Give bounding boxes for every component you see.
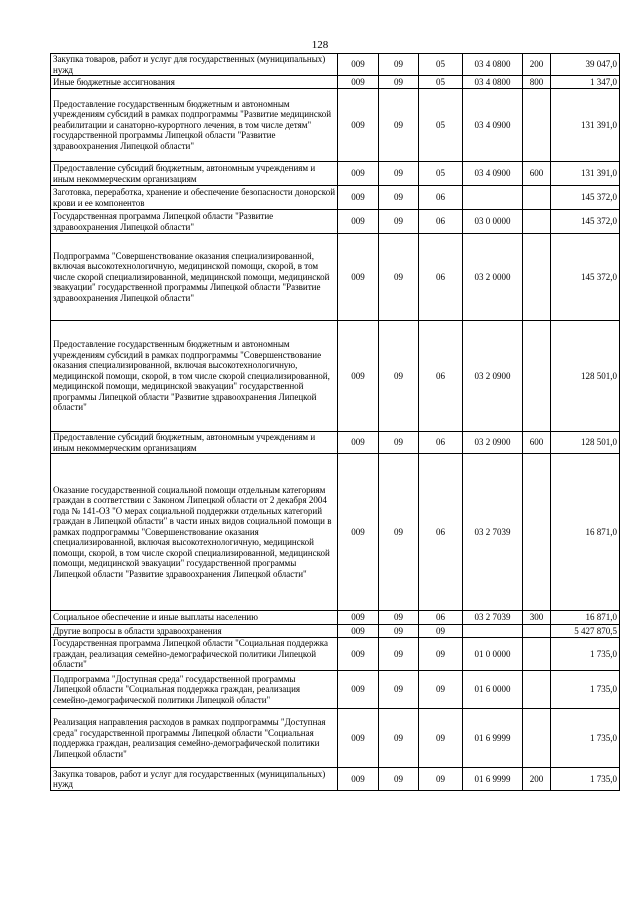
ministry-code-cell: 009 (338, 768, 379, 791)
expense-type-cell (523, 638, 551, 671)
ministry-code-cell: 009 (338, 432, 379, 454)
target-article-cell: 03 0 0000 (463, 210, 523, 234)
subsection-code-cell: 06 (419, 234, 463, 321)
target-article-cell: 03 2 7039 (463, 611, 523, 625)
ministry-code-cell: 009 (338, 709, 379, 768)
expense-name-cell: Предоставление субсидий бюджетным, автономным учреждениям и иным некоммерческим организациям (51, 432, 338, 454)
expense-type-cell (523, 709, 551, 768)
subsection-code-cell: 06 (419, 611, 463, 625)
amount-cell: 145 372,0 (551, 186, 620, 210)
ministry-code-cell: 009 (338, 454, 379, 611)
expense-type-cell: 600 (523, 162, 551, 186)
table-row (51, 768, 620, 791)
section-code-cell: 09 (379, 671, 419, 709)
expense-type-cell: 200 (523, 54, 551, 76)
section-code-cell: 09 (379, 768, 419, 791)
table-row (51, 671, 620, 709)
table-row (51, 709, 620, 768)
expense-name-cell: Закупка товаров, работ и услуг для государственных (муниципальных) нужд (51, 54, 338, 76)
expense-type-cell: 200 (523, 768, 551, 791)
target-article-cell: 01 6 0000 (463, 671, 523, 709)
section-code-cell: 09 (379, 454, 419, 611)
section-code-cell: 09 (379, 625, 419, 638)
table-row (51, 611, 620, 625)
table-row (51, 234, 620, 321)
subsection-code-cell: 09 (419, 638, 463, 671)
target-article-cell: 01 6 9999 (463, 768, 523, 791)
table-row (51, 162, 620, 186)
ministry-code-cell: 009 (338, 234, 379, 321)
subsection-code-cell: 05 (419, 89, 463, 162)
subsection-code-cell: 09 (419, 625, 463, 638)
expense-type-cell (523, 186, 551, 210)
ministry-code-cell: 009 (338, 76, 379, 89)
amount-cell: 1 735,0 (551, 671, 620, 709)
section-code-cell: 09 (379, 162, 419, 186)
page-number: 128 (311, 39, 329, 51)
expense-name-cell: Государственная программа Липецкой области "Социальная поддержка граждан, реализация семейно-демографической политики Липецкой области" (51, 638, 338, 671)
expense-name-cell: Подпрограмма "Совершенствование оказания специализированной, включая высокотехнологичную, медицинской помощи, скорой, в том числе скорой специализированной, медицинской помощи, медицинской эвакуации" государственной программы Липецкой области "Развитие здравоохранения Липецкой области" (51, 234, 338, 321)
expense-name-cell: Предоставление субсидий бюджетным, автономным учреждениям и иным некоммерческим организациям (51, 162, 338, 186)
amount-cell: 1 735,0 (551, 638, 620, 671)
subsection-code-cell: 06 (419, 454, 463, 611)
target-article-cell: 03 4 0900 (463, 162, 523, 186)
budget-table (50, 53, 620, 791)
ministry-code-cell: 009 (338, 638, 379, 671)
target-article-cell (463, 625, 523, 638)
expense-type-cell: 300 (523, 611, 551, 625)
expense-type-cell: 600 (523, 432, 551, 454)
expense-type-cell (523, 89, 551, 162)
section-code-cell: 09 (379, 186, 419, 210)
ministry-code-cell: 009 (338, 625, 379, 638)
expense-type-cell (523, 454, 551, 611)
target-article-cell: 03 2 7039 (463, 454, 523, 611)
budget-table-body (51, 54, 620, 791)
subsection-code-cell: 06 (419, 432, 463, 454)
expense-type-cell (523, 321, 551, 432)
ministry-code-cell: 009 (338, 671, 379, 709)
expense-name-cell: Оказание государственной социальной помощи отдельным категориям граждан в соответствии с Законом Липецкой области от 2 декабря 2004 года № 141-ОЗ "О мерах социальной поддержки отдельных категорий граждан в Липецкой области" в части иных видов социальной помощи в рамках подпрограммы "Совершенствование оказания специализированной, включая высокотехнологичную, медицинской помощи, скорой, в том числе скорой специализированной, медицинской помощи, медицинской эвакуации" государственной программы Липецкой области "Развитие здравоохранения Липецкой области" (51, 454, 338, 611)
amount-cell: 145 372,0 (551, 234, 620, 321)
target-article-cell: 01 6 9999 (463, 709, 523, 768)
section-code-cell: 09 (379, 709, 419, 768)
table-row (51, 625, 620, 638)
ministry-code-cell: 009 (338, 611, 379, 625)
table-row (51, 54, 620, 76)
expense-type-cell (523, 671, 551, 709)
section-code-cell: 09 (379, 321, 419, 432)
expense-name-cell: Иные бюджетные ассигнования (51, 76, 338, 89)
amount-cell: 131 391,0 (551, 89, 620, 162)
target-article-cell: 01 0 0000 (463, 638, 523, 671)
expense-name-cell: Предоставление государственным бюджетным и автономным учреждениям субсидий в рамках подпрограммы "Развитие медицинской реабилитации и санаторно-курортного лечения, в том числе детям" государственной программы Липецкой области "Развитие здравоохранения Липецкой области" (51, 89, 338, 162)
amount-cell: 1 347,0 (551, 76, 620, 89)
expense-name-cell: Предоставление государственным бюджетным и автономным учреждениям субсидий в рамках подпрограммы "Совершенствование оказания специализированной, включая высокотехнологичную, медицинской помощи, скорой, в том числе скорой специализированной, медицинской помощи, медицинской эвакуации" государственной программы Липецкой области "Развитие здравоохранения Липецкой области" (51, 321, 338, 432)
ministry-code-cell: 009 (338, 321, 379, 432)
amount-cell: 5 427 870,5 (551, 625, 620, 638)
subsection-code-cell: 06 (419, 210, 463, 234)
amount-cell: 16 871,0 (551, 454, 620, 611)
target-article-cell (463, 186, 523, 210)
subsection-code-cell: 05 (419, 54, 463, 76)
amount-cell: 1 735,0 (551, 768, 620, 791)
target-article-cell: 03 4 0900 (463, 89, 523, 162)
expense-name-cell: Заготовка, переработка, хранение и обеспечение безопасности донорской крови и ее компонентов (51, 186, 338, 210)
expense-name-cell: Социальное обеспечение и иные выплаты населению (51, 611, 338, 625)
table-row (51, 454, 620, 611)
table-row (51, 210, 620, 234)
table-row (51, 638, 620, 671)
expense-type-cell (523, 210, 551, 234)
expense-type-cell (523, 625, 551, 638)
section-code-cell: 09 (379, 76, 419, 89)
expense-name-cell: Реализация направления расходов в рамках подпрограммы "Доступная среда" государственной программы Липецкой области "Социальная поддержка граждан, реализация семейно-демографической политики Липецкой области" (51, 709, 338, 768)
ministry-code-cell: 009 (338, 162, 379, 186)
section-code-cell: 09 (379, 638, 419, 671)
subsection-code-cell: 06 (419, 186, 463, 210)
expense-name-cell: Другие вопросы в области здравоохранения (51, 625, 338, 638)
target-article-cell: 03 2 0000 (463, 234, 523, 321)
target-article-cell: 03 2 0900 (463, 432, 523, 454)
ministry-code-cell: 009 (338, 89, 379, 162)
ministry-code-cell: 009 (338, 54, 379, 76)
amount-cell: 128 501,0 (551, 432, 620, 454)
subsection-code-cell: 05 (419, 162, 463, 186)
ministry-code-cell: 009 (338, 210, 379, 234)
subsection-code-cell: 09 (419, 709, 463, 768)
table-row (51, 321, 620, 432)
table-row (51, 76, 620, 89)
amount-cell: 39 047,0 (551, 54, 620, 76)
section-code-cell: 09 (379, 611, 419, 625)
table-row (51, 89, 620, 162)
subsection-code-cell: 05 (419, 76, 463, 89)
subsection-code-cell: 09 (419, 671, 463, 709)
section-code-cell: 09 (379, 234, 419, 321)
subsection-code-cell: 06 (419, 321, 463, 432)
ministry-code-cell: 009 (338, 186, 379, 210)
section-code-cell: 09 (379, 54, 419, 76)
expense-name-cell: Закупка товаров, работ и услуг для государственных (муниципальных) нужд (51, 768, 338, 791)
table-row (51, 186, 620, 210)
expense-name-cell: Государственная программа Липецкой области "Развитие здравоохранения Липецкой области" (51, 210, 338, 234)
target-article-cell: 03 4 0800 (463, 76, 523, 89)
section-code-cell: 09 (379, 89, 419, 162)
table-row (51, 432, 620, 454)
amount-cell: 131 391,0 (551, 162, 620, 186)
section-code-cell: 09 (379, 432, 419, 454)
amount-cell: 16 871,0 (551, 611, 620, 625)
amount-cell: 1 735,0 (551, 709, 620, 768)
amount-cell: 145 372,0 (551, 210, 620, 234)
expense-type-cell (523, 234, 551, 321)
section-code-cell: 09 (379, 210, 419, 234)
target-article-cell: 03 2 0900 (463, 321, 523, 432)
expense-name-cell: Подпрограмма "Доступная среда" государственной программы Липецкой области "Социальная поддержка граждан, реализация семейно-демографической политики Липецкой области" (51, 671, 338, 709)
amount-cell: 128 501,0 (551, 321, 620, 432)
expense-type-cell: 800 (523, 76, 551, 89)
target-article-cell: 03 4 0800 (463, 54, 523, 76)
subsection-code-cell: 09 (419, 768, 463, 791)
